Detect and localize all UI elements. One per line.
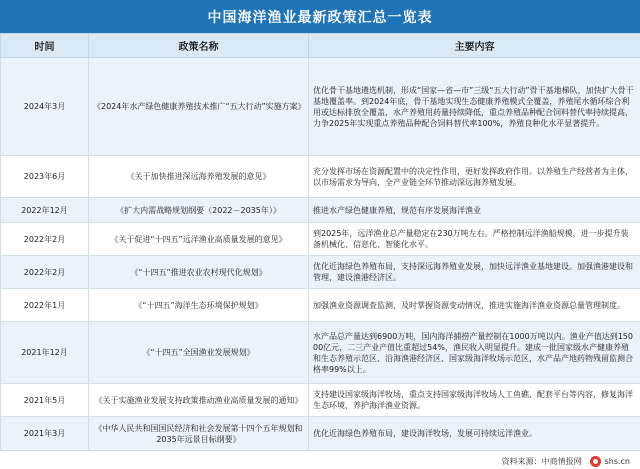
- column-header-name: 政策名称: [89, 34, 309, 58]
- cell-time: 2024年3月: [1, 58, 89, 156]
- source-text: 资料来源：中商情报网: [501, 456, 582, 466]
- table-row: [1, 289, 640, 322]
- table-row: [1, 156, 640, 198]
- cell-content: 优化骨干基地遴选机制，形成“国家—省—市”三级“五大行动”骨干基地梯队，加快扩大骨干基地覆盖率。到2024年底，骨干基地实现生态健康养殖模式全覆盖，养殖尾水循环综合利用或达标排放全覆盖，水产养殖用药量持续降低，重点养殖品种配合饲料替代率持续提高，力争2025年实现重点养殖品种配合饲料替代率100%，养殖良种化水平显著提升。: [309, 58, 640, 156]
- brand-logo-icon: [590, 456, 601, 467]
- cell-time: 2022年12月: [1, 198, 89, 223]
- cell-policy-name: 《扩大内需战略规划纲要（2022－2035年）》: [89, 198, 309, 223]
- table-row: [1, 256, 640, 289]
- cell-time: 2021年5月: [1, 384, 89, 417]
- cell-content: 推进水产绿色健康养殖，规范有序发展海洋渔业: [309, 198, 640, 223]
- cell-content: 优化近海绿色养殖布局，支持深远海养殖业发展，加快远洋渔业基地建设。加强渔港建设和管理，建设渔港经济区。: [309, 256, 640, 289]
- cell-content: 到2025年，远洋渔业总产量稳定在230万吨左右。严格控制远洋渔船规模，进一步提升装备机械化、信息化、智能化水平。: [309, 223, 640, 256]
- cell-time: 2022年2月: [1, 223, 89, 256]
- cell-policy-name: 《2024年水产绿色健康养殖技术推广“五大行动”实施方案》: [89, 58, 309, 156]
- cell-content: 优化近海绿色养殖布局，建设海洋牧场，发展可持续远洋渔业。: [309, 417, 640, 451]
- cell-policy-name: 《中华人民共和国国民经济和社会发展第十四个五年规划和2035年远景目标纲要》: [89, 417, 309, 451]
- table-title: 中国海洋渔业最新政策汇总一览表: [0, 0, 640, 33]
- cell-policy-name: 《“十四五”海洋生态环境保护规划》: [89, 289, 309, 322]
- column-header-content: 主要内容: [309, 34, 640, 58]
- cell-time: 2021年3月: [1, 417, 89, 451]
- column-header-time: 时间: [1, 34, 89, 58]
- cell-time: 2021年12月: [1, 322, 89, 384]
- cell-policy-name: 《“十四五”推进农业农村现代化规划》: [89, 256, 309, 289]
- cell-content: 水产品总产量达到6900万吨，国内海洋捕捞产量控制在1000万吨以内。渔业产值达到15000亿元，二三产业产值比重超过54%，渔民收入明显提升。建成一批国家级水产健康养殖和生态养殖示范区、沿海渔港经济区、国家级海洋牧场示范区，水产品产地药物残留监测合格率99%以上。: [309, 322, 640, 384]
- cell-content: 支持建设国家级海洋牧场，重点支持国家级海洋牧场人工鱼礁、配套平台等内容，修复海洋生态环境，养护海洋渔业资源。: [309, 384, 640, 417]
- table-row: [1, 417, 640, 451]
- cell-policy-name: 《关于实施渔业发展支持政策推动渔业高质量发展的通知》: [89, 384, 309, 417]
- cell-time: 2022年1月: [1, 289, 89, 322]
- table-row: [1, 223, 640, 256]
- source-footer: [0, 453, 640, 469]
- cell-time: 2023年6月: [1, 156, 89, 198]
- cell-policy-name: 《关于加快推进深远海养殖发展的意见》: [89, 156, 309, 198]
- table-header-row: [1, 34, 640, 58]
- policy-table: [0, 33, 640, 451]
- cell-policy-name: 《“十四五”全国渔业发展规划》: [89, 322, 309, 384]
- brand-domain: shs.cn: [604, 456, 630, 466]
- cell-content: 加强渔业资源调查监测，及时掌握资源变动情况，推进实施海洋渔业资源总量管理制度。: [309, 289, 640, 322]
- table-row: [1, 384, 640, 417]
- cell-content: 充分发挥市场在资源配置中的决定性作用，更好发挥政府作用。以养殖生产经营者为主体，以市场需求为导向，全产业链全环节推动深远海养殖发展。: [309, 156, 640, 198]
- table-row: [1, 58, 640, 156]
- table-row: [1, 322, 640, 384]
- cell-time: 2022年2月: [1, 256, 89, 289]
- table-row: [1, 198, 640, 223]
- cell-policy-name: 《关于促进“十四五”远洋渔业高质量发展的意见》: [89, 223, 309, 256]
